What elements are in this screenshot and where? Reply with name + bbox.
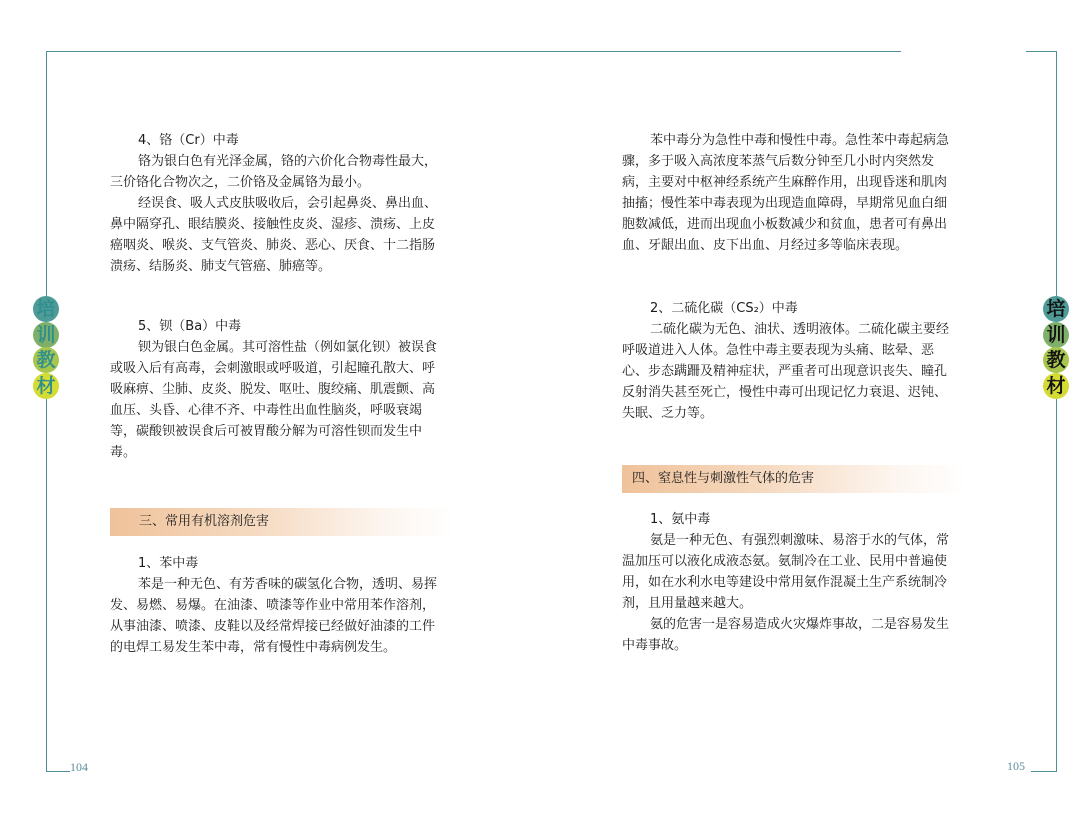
text-line: 铬为银白色有光泽金属，铬的六价化合物毒性最大， [138, 154, 438, 169]
text-line: 血压、头昏、心律不齐、中毒性出血性脑炎，呼吸衰竭 [110, 403, 423, 418]
cs2-section [622, 298, 949, 424]
text-line: 吸麻痹、尘肺、皮炎、脱发、呕吐、腹绞痛、肌震颤、高 [110, 382, 436, 397]
text-line: 呼吸道进入人体。急性中毒主要表现为头痛、眩晕、恶 [622, 343, 935, 358]
frame-top-line [46, 51, 901, 52]
text-line: 苯是一种无色、有芳香味的碳氢化合物，透明、易挥 [138, 577, 438, 592]
text-line: 氨是一种无色、有强烈刺激味、易溶于水的气体，常 [650, 533, 950, 548]
text-line: 剂，且用量越来越大。 [622, 596, 753, 611]
section-heading-organic-solvents [110, 508, 455, 536]
text-line: 血、牙龈出血、皮下出血、月经过多等临床表现。 [622, 238, 909, 253]
frame-right-line [1056, 51, 1057, 772]
text-line: 从事油漆、喷漆、皮鞋以及经常焊接已经做好油漆的工件 [110, 619, 436, 634]
side-tab-char: 训 [33, 322, 59, 348]
text-line: 三价铬化合物次之，二价铬及金属铬为最小。 [110, 175, 371, 190]
subsection-title: 4、铬（Cr）中毒 [138, 133, 239, 148]
text-line: 反射消失甚至死亡，慢性中毒可出现记忆力衰退、迟钝、 [622, 385, 948, 400]
text-line: 骤，多于吸入高浓度苯蒸气后数分钟至几小时内突然发 [622, 154, 935, 169]
frame-bottom-right-line [1031, 771, 1057, 772]
frame-left-line [46, 51, 47, 772]
barium-section [110, 316, 437, 463]
text-line: 溃疡、结肠炎、肺支气管癌、肺癌等。 [110, 259, 332, 274]
text-line: 氨的危害一是容易造成火灾爆炸事故，二是容易发生 [650, 617, 950, 632]
text-line: 发、易燃、易爆。在油漆、喷漆等作业中常用苯作溶剂， [110, 598, 436, 613]
text-line: 中毒事故。 [622, 638, 688, 653]
ammonia-section [622, 509, 949, 656]
text-line: 抽搐；慢性苯中毒表现为出现造血障碍，早期常见血白细 [622, 196, 948, 211]
text-line: 钡为银白色金属。其可溶性盐（例如氯化钡）被误食 [138, 340, 438, 355]
chromium-section [110, 130, 437, 277]
side-tab-char: 材 [1043, 373, 1069, 399]
side-tab-char: 培 [33, 296, 59, 322]
text-line: 失眠、乏力等。 [622, 406, 714, 421]
side-tab-char: 培 [1043, 296, 1069, 322]
text-line: 经误食、吸人式皮肤吸收后，会引起鼻炎、鼻出血、 [138, 196, 438, 211]
side-tab-char: 材 [33, 373, 59, 399]
text-line: 等，碳酸钡被误食后可被胃酸分解为可溶性钡而发生中 [110, 424, 423, 439]
subsection-title: 2、二硫化碳（CS₂）中毒 [650, 301, 798, 316]
section-heading-asphyxiant-gases [622, 465, 967, 493]
subsection-title: 1、苯中毒 [138, 556, 199, 571]
text-line: 癌咽炎、喉炎、支气管炎、肺炎、恶心、厌食、十二指肠 [110, 238, 436, 253]
text-line: 温加压可以液化成液态氨。氨制冷在工业、民用中普遍使 [622, 554, 948, 569]
frame-top-right-line [1026, 51, 1057, 52]
text-line: 的电焊工易发生苯中毒，常有慢性中毒病例发生。 [110, 640, 397, 655]
text-line: 病，主要对中枢神经系统产生麻醉作用，出现昏迷和肌肉 [622, 175, 948, 190]
text-line: 用，如在水利水电等建设中常用氨作混凝土生产系统制冷 [622, 575, 948, 590]
text-line: 苯中毒分为急性中毒和慢性中毒。急性苯中毒起病急 [650, 133, 950, 148]
text-line: 心、步态蹒跚及精神症状，严重者可出现意识丧失、瞳孔 [622, 364, 948, 379]
text-line: 二硫化碳为无色、油状、透明液体。二硫化碳主要经 [650, 322, 950, 337]
frame-bottom-left-line [46, 771, 70, 772]
text-line: 或吸入后有高毒，会刺激眼或呼吸道，引起瞳孔散大、呼 [110, 361, 436, 376]
text-line: 胞数减低，进而出现血小板数减少和贫血，患者可有鼻出 [622, 217, 948, 232]
section-heading-text: 四、窒息性与刺激性气体的危害 [632, 471, 815, 486]
side-tab-char: 训 [1043, 322, 1069, 348]
subsection-title: 1、氨中毒 [650, 512, 711, 527]
subsection-title: 5、钡（Ba）中毒 [138, 319, 242, 334]
side-tab-char: 教 [1043, 347, 1069, 373]
page-number-left: 104 [70, 760, 88, 774]
text-line: 毒。 [110, 445, 137, 460]
text-line: 鼻中隔穿孔、眼结膜炎、接触性皮炎、湿疹、溃疡、上皮 [110, 217, 436, 232]
page-number-right: 105 [1007, 759, 1025, 773]
benzene-continued-section [622, 130, 949, 256]
benzene-section [110, 553, 437, 658]
side-tab-char: 教 [33, 347, 59, 373]
section-heading-text: 三、常用有机溶剂危害 [139, 514, 270, 529]
